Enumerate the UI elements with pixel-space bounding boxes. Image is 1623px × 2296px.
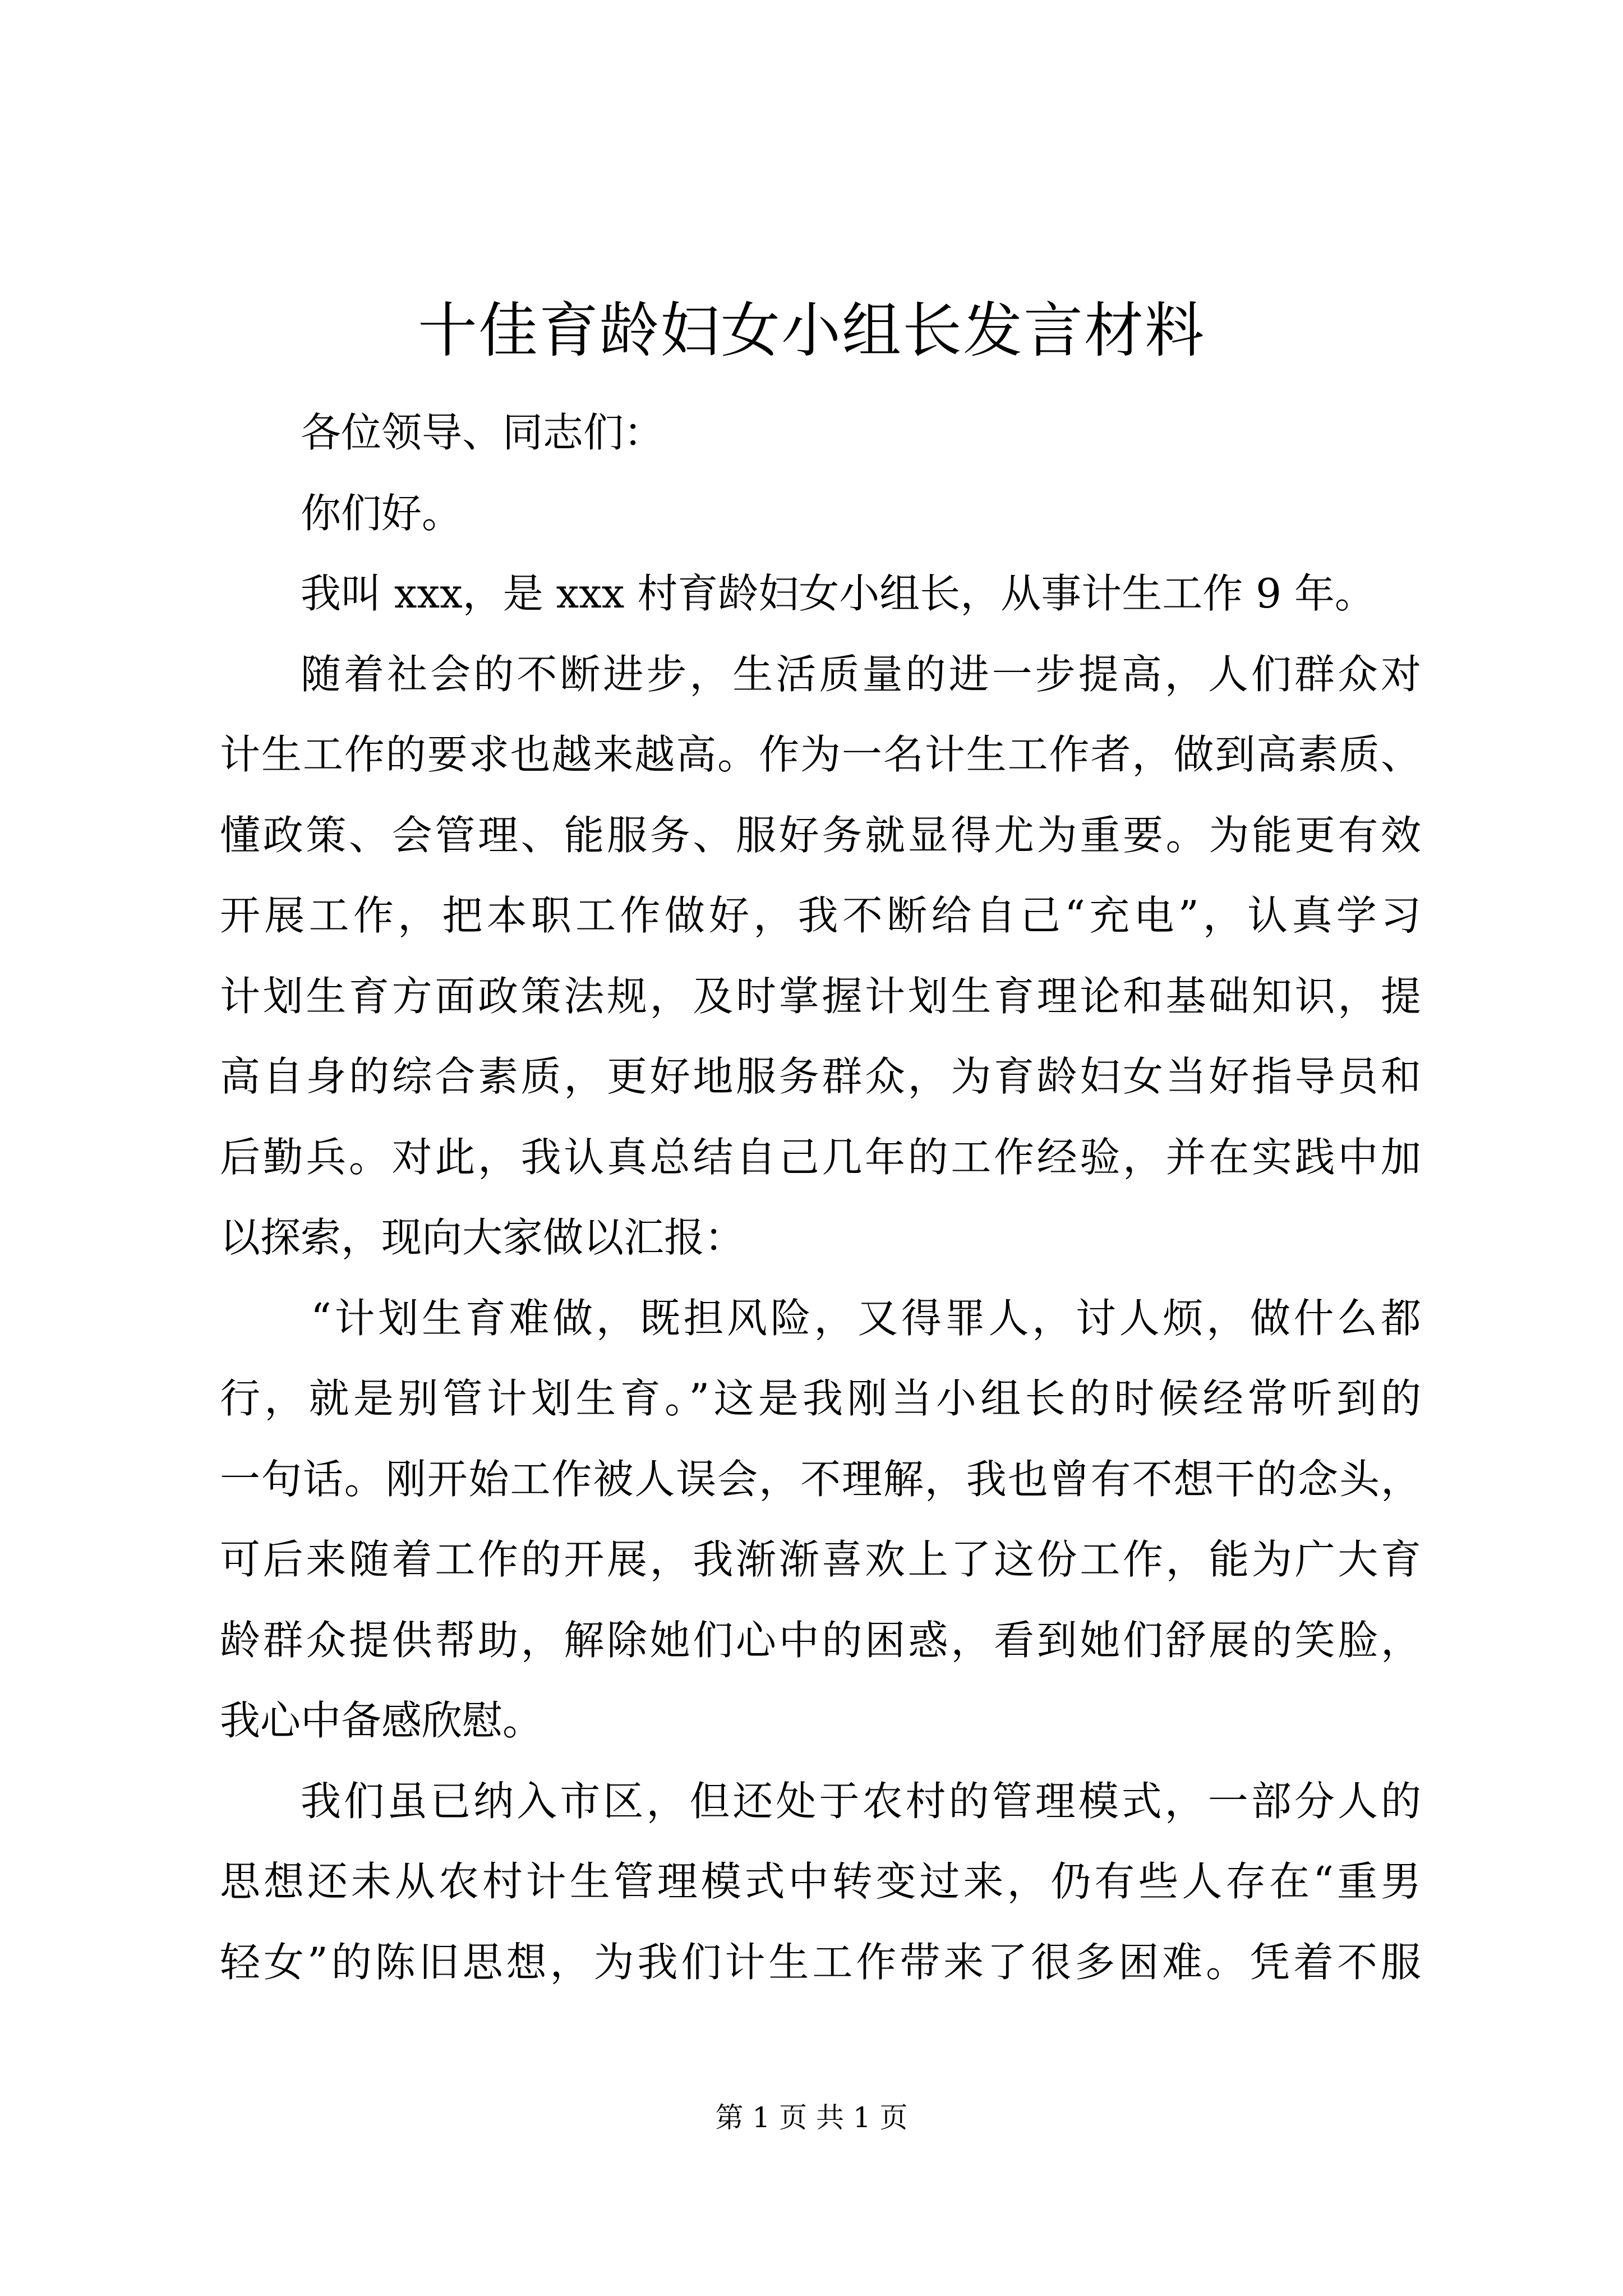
text-line: 龄群众提供帮助，解除她们心中的困惑，看到她们舒展的笑脸， — [220, 1616, 1421, 1664]
text-line: “计划生育难做，既担风险，又得罪人，讨人烦，做什么都 — [311, 1294, 1421, 1342]
text-line: 计生工作的要求也越来越高。作为一名计生工作者，做到高素质、 — [220, 731, 1421, 778]
document-title: 十佳育龄妇女小组长发言材料 — [418, 296, 1205, 365]
text-line: 懂政策、会管理、能服务、服好务就显得尤为重要。为能更有效 — [220, 811, 1421, 859]
text-line-intro: 我叫 xxx，是 xxx 村育龄妇女小组长，从事计生工作 9 年。 — [301, 570, 1375, 617]
text-line: 计划生育方面政策法规，及时掌握计划生育理论和基础知识，提 — [220, 972, 1421, 1020]
text-line: 一句话。刚开始工作被人误会，不理解，我也曾有不想干的念头， — [220, 1455, 1421, 1503]
document-body — [220, 393, 1421, 2003]
text-line: 后勤兵。对此，我认真总结自己几年的工作经验，并在实践中加 — [220, 1133, 1421, 1181]
text-line: 以探索，现向大家做以汇报： — [220, 1214, 745, 1261]
page-footer: 第 1 页 共 1 页 — [715, 2101, 908, 2134]
text-line: 我心中备感欣慰。 — [220, 1697, 543, 1744]
text-line: 高自身的综合素质，更好地服务群众，为育龄妇女当好指导员和 — [220, 1053, 1421, 1100]
text-line: 轻女”的陈旧思想，为我们计生工作带来了很多困难。凭着不服 — [220, 1938, 1421, 1986]
text-line: 开展工作，把本职工作做好，我不断给自己“充电”，认真学习 — [220, 892, 1421, 939]
text-line: 我们虽已纳入市区，但还处于农村的管理模式，一部分人的 — [301, 1777, 1421, 1825]
text-line-salutation: 各位领导、同志们： — [301, 409, 665, 456]
text-line-greeting: 你们好。 — [301, 489, 463, 537]
text-line: 行，就是别管计划生育。”这是我刚当小组长的时候经常听到的 — [220, 1375, 1421, 1422]
text-line: 可后来随着工作的开展，我渐渐喜欢上了这份工作，能为广大育 — [220, 1536, 1421, 1583]
text-line: 随着社会的不断进步，生活质量的进一步提高，人们群众对 — [301, 650, 1421, 698]
text-line: 思想还未从农村计生管理模式中转变过来，仍有些人存在“重男 — [220, 1858, 1421, 1905]
